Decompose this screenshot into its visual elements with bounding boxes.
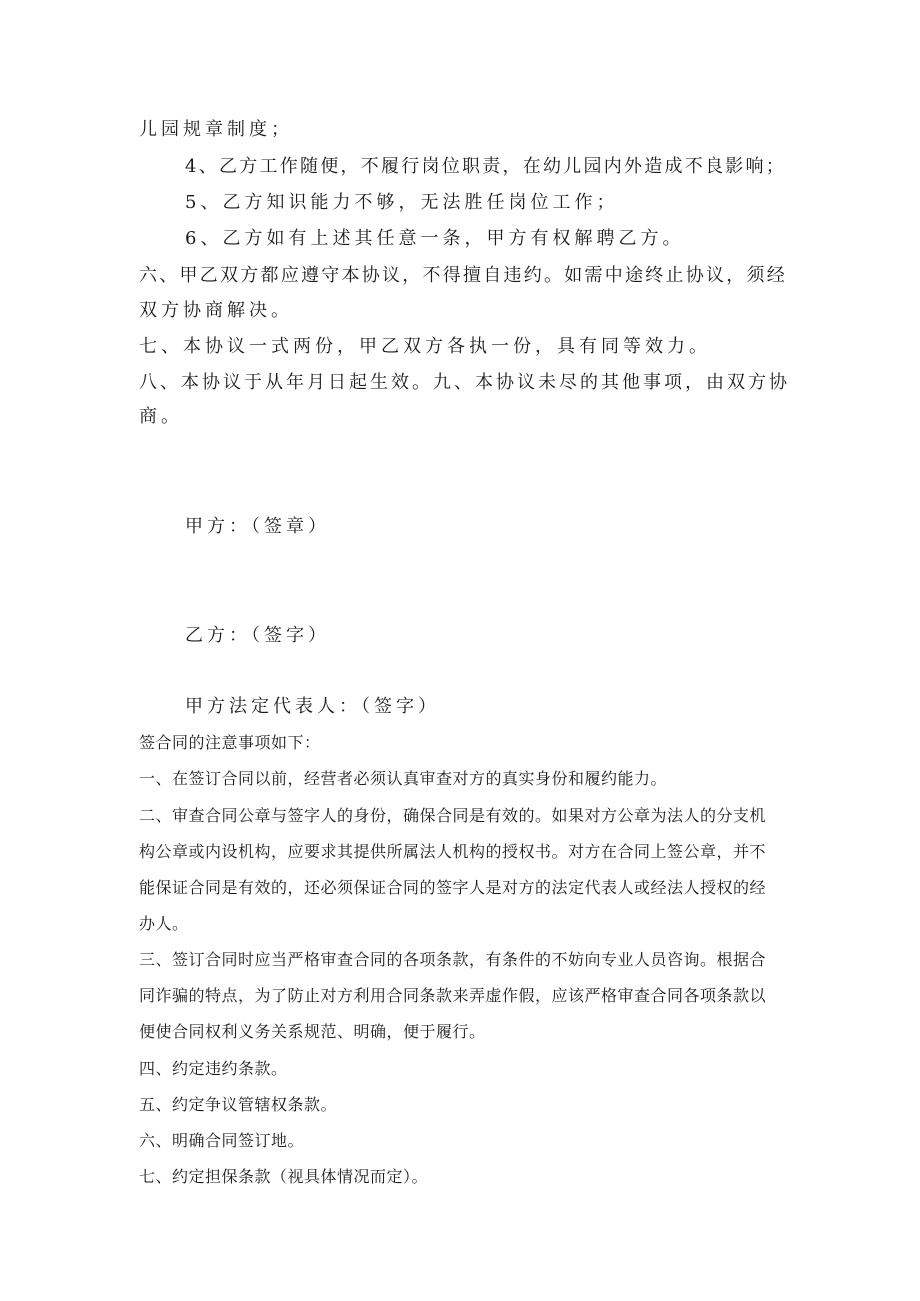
agreement-clause-6: 六、甲乙双方都应遵守本协议，不得擅自违约。如需中途终止协议，须经 (139, 265, 787, 286)
signature-party-b: 乙方：（签字） (185, 625, 330, 646)
note-4: 四、约定违约条款。 (139, 1059, 288, 1078)
signature-party-a-representative: 甲方法定代表人：（签字） (185, 696, 440, 717)
note-2-cont: 能保证合同是有效的，还必须保证合同的签字人是对方的法定代表人或经法人授权的经 (139, 878, 767, 897)
note-1: 一、在签订合同以前，经营者必须认真审查对方的真实身份和履约能力。 (139, 769, 668, 788)
agreement-clause-8-cont: 商。 (139, 406, 183, 427)
note-5: 五、约定争议管辖权条款。 (139, 1095, 338, 1114)
note-2: 二、审查合同公章与签字人的身份，确保合同是有效的。如果对方公章为法人的分支机 (139, 806, 767, 825)
agreement-line: 儿园规章制度； (139, 119, 293, 140)
note-3-cont: 同诈骗的特点，为了防止对方利用合同条款来弄虚作假，应该严格审查合同各项条款以 (139, 986, 767, 1005)
agreement-item-5: 5、乙方知识能力不够，无法胜任岗位工作； (185, 192, 619, 213)
note-6: 六、明确合同签订地。 (139, 1131, 305, 1150)
note-2-cont: 办人。 (139, 914, 189, 933)
note-3: 三、签订合同时应当严格审查合同的各项条款，有条件的不妨向专业人员咨询。根据合 (139, 950, 767, 969)
agreement-item-4: 4、乙方工作随便，不履行岗位职责，在幼儿园内外造成不良影响； (185, 156, 786, 177)
notes-heading: 签合同的注意事项如下： (139, 733, 321, 752)
signature-party-a: 甲方：（签章） (185, 516, 330, 537)
note-2-cont: 构公章或内设机构，应要求其提供所属法人机构的授权书。对方在合同上签公章，并不 (139, 842, 767, 861)
note-3-cont: 便使合同权利义务关系规范、明确，便于履行。 (139, 1022, 486, 1041)
agreement-clause-7: 七、本协议一式两份，甲乙双方各执一份，具有同等效力。 (139, 336, 711, 357)
agreement-item-6: 6、乙方如有上述其任意一条，甲方有权解聘乙方。 (185, 228, 685, 249)
agreement-clause-6-cont: 双方协商解决。 (139, 300, 293, 321)
note-7: 七、约定担保条款（视具体情况而定）。 (139, 1167, 429, 1186)
agreement-clause-8: 八、本协议于从年月日起生效。九、本协议未尽的其他事项，由双方协 (139, 372, 790, 393)
